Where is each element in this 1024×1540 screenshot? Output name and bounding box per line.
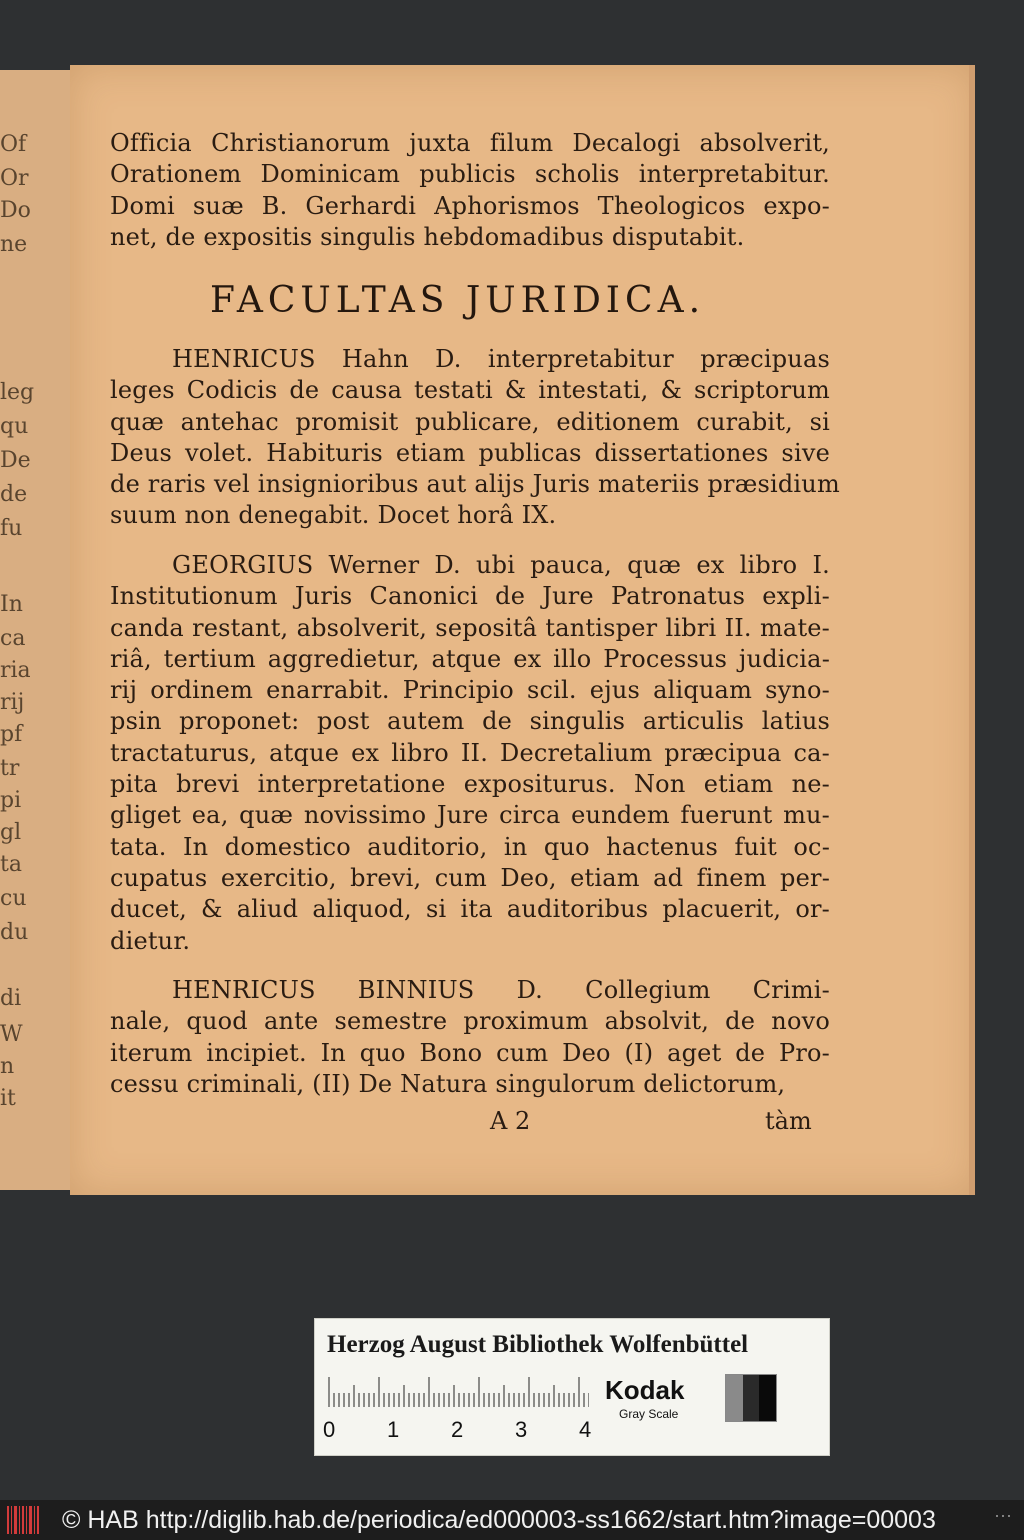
facing-page-text: n (0, 1054, 15, 1079)
paragraph-werner (110, 550, 830, 957)
facing-page-text: ca (0, 626, 26, 651)
gray-swatches (725, 1374, 777, 1422)
text-line: tractaturus, atque ex libro II. Decretalium præcipua ca- (110, 738, 830, 767)
footer-bar (0, 1500, 1024, 1540)
paragraph-hahn (110, 344, 840, 532)
signature-mark: A 2 (490, 1107, 531, 1135)
ruler-number: 0 (323, 1417, 336, 1442)
ruler-number: 3 (515, 1417, 528, 1442)
facing-page-text: it (0, 1086, 16, 1111)
gray-swatch (743, 1375, 760, 1421)
text-line: iterum incipiet. In quo Bono cum Deo (I) aget de Pro- (110, 1038, 830, 1067)
facing-page-text: rij (0, 690, 25, 715)
text-line: ducet, & aliud aliquod, si ita auditoribus placuerit, or- (110, 895, 830, 924)
text-line: Domi suæ B. Gerhardi Aphorismos Theologicos expo- (110, 191, 830, 220)
text-line: nale, quod ante semestre proximum absolvit, de novo (110, 1007, 830, 1036)
source-link[interactable]: © HAB http://diglib.hab.de/periodica/ed000003-ss1662/start.htm?image=00003 (62, 1506, 936, 1534)
kodak-brand: Kodak (605, 1375, 685, 1405)
text-line: Institutionum Juris Canonici de Jure Patronatus expli- (110, 582, 830, 611)
facing-page-text: De (0, 448, 31, 473)
facing-page-text: Do (0, 198, 31, 223)
facing-page-text: gl (0, 820, 22, 845)
catchword: tàm (765, 1107, 812, 1135)
facing-page-text: W (0, 1022, 23, 1047)
page-edge (969, 65, 975, 1195)
text-line: Officia Christianorum juxta filum Decalogi absolverit, (110, 129, 830, 157)
text-line: leges Codicis de causa testati & intestati, & scriptorum (110, 376, 830, 405)
text-line: quæ antehac promisit publicare, editionem curabit, si (110, 407, 830, 436)
book-page (70, 65, 975, 1195)
text-line: GEORGIUS Werner D. ubi pauca, quæ ex libro I. (172, 551, 830, 579)
barcode-icon (6, 1504, 42, 1536)
text-line: Orationem Dominicam publicis scholis interpretabitur. (110, 160, 830, 189)
ruler-number: 2 (451, 1417, 464, 1442)
gray-swatch (759, 1375, 776, 1421)
facing-page-text: cu (0, 886, 27, 911)
intro-paragraph (110, 128, 830, 253)
facing-page-text: fu (0, 516, 23, 541)
text-line: tata. In domestico auditorio, in quo hactenus fuit oc- (110, 832, 830, 861)
text-line: gliget ea, quæ novissimo Jure circa eundem fuerunt mu- (110, 801, 830, 830)
text-line: de raris vel insignioribus aut alijs Juris materiis præsidium (110, 470, 840, 499)
facing-page-text: pf (0, 722, 23, 747)
facing-page-text: di (0, 986, 22, 1011)
ruler-scale (327, 1377, 589, 1407)
text-line: cupatus exercitio, brevi, cum Deo, etiam ad finem per- (110, 863, 830, 892)
text-line: HENRICUS Hahn D. interpretabitur præcipuas (172, 345, 830, 373)
facing-page-text: ne (0, 232, 28, 257)
gray-scale-label: Gray Scale (619, 1407, 679, 1421)
facing-page-text: ria (0, 658, 31, 683)
facing-page-text: Or (0, 166, 29, 191)
facing-page-text: de (0, 482, 28, 507)
library-color-card (314, 1318, 830, 1456)
more-icon[interactable]: ⋯ (994, 1506, 1012, 1526)
text-line: riâ, tertium aggredietur, atque ex illo Processus judicia- (110, 644, 830, 673)
facing-page-text: du (0, 920, 29, 945)
facing-page-fragment (0, 70, 73, 1190)
facing-page-text: leg (0, 380, 35, 405)
text-line: rij ordinem enarrabit. Principio scil. ejus aliquam syno- (110, 676, 830, 705)
facing-page-text: tr (0, 756, 20, 781)
facing-page-text: qu (0, 414, 29, 439)
text-line: HENRICUS BINNIUS D. Collegium Crimi- (172, 976, 830, 1004)
library-name: Herzog August Bibliothek Wolfenbüttel (327, 1331, 749, 1358)
text-line: canda restant, absolverit, sepositâ tantisper libri II. mate- (110, 613, 830, 642)
ruler-number: 4 (579, 1417, 592, 1442)
text-line: pita brevi interpretatione expositurus. Non etiam ne- (110, 770, 830, 799)
text-line: psin proponet: post autem de singulis articulis latius (110, 707, 830, 736)
facing-page-text: Of (0, 132, 27, 157)
facing-page-text: pi (0, 788, 22, 813)
text-line: dietur. (110, 926, 191, 955)
gray-swatch (726, 1375, 743, 1421)
facing-page-text: In (0, 592, 23, 617)
faculty-heading: FACULTAS JURIDICA. (210, 280, 706, 321)
ruler-number: 1 (387, 1417, 400, 1442)
facing-page-text: ta (0, 852, 22, 877)
text-line: cessu criminali, (II) De Natura singulorum delictorum, (110, 1069, 786, 1098)
text-line: net, de expositis singulis hebdomadibus disputabit. (110, 222, 745, 251)
text-line: suum non denegabit. Docet horâ IX. (110, 501, 557, 530)
paragraph-binnius (110, 975, 830, 1100)
text-line: Deus volet. Habituris etiam publicas dissertationes sive (110, 438, 830, 467)
